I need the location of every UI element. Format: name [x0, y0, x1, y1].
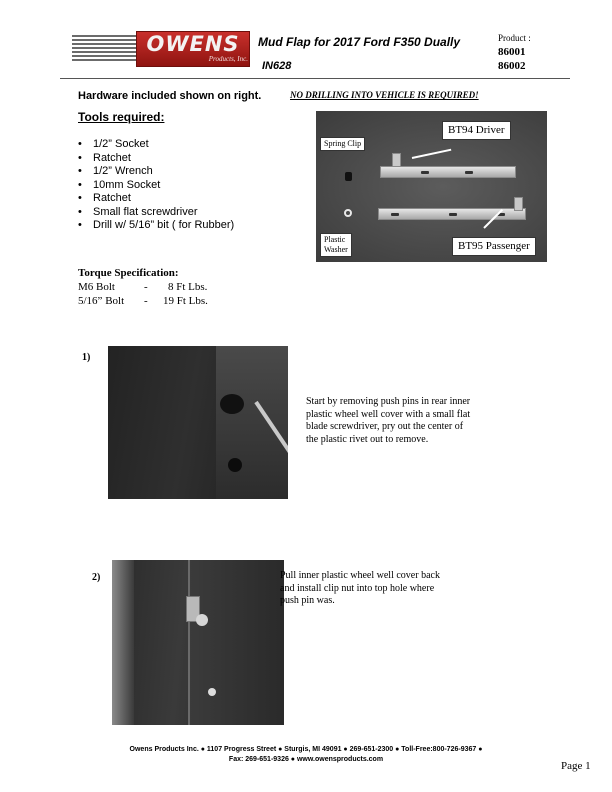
step-text-line: Start by removing push pins in rear inner [306, 396, 471, 407]
step-text-line: push pin was. [280, 595, 335, 606]
callout-text: BT95 Passenger [458, 240, 530, 252]
logo-subtext: Products, Inc. [208, 55, 248, 63]
list-item: • Small flat screwdriver [78, 206, 234, 220]
callout-text: BT94 Driver [448, 124, 505, 136]
tools-heading: Tools required: [78, 110, 165, 124]
driver-callout [442, 121, 511, 140]
footer-contact: Fax: 269-651-9326 ● www.owensproducts.com [228, 756, 384, 763]
torque-heading: Torque Specification: [78, 267, 179, 279]
bt94-bracket-tab [392, 153, 401, 167]
bt94-bracket [380, 166, 516, 178]
page-number: Page 1 [561, 760, 591, 772]
bt95-bracket-tab [514, 197, 523, 211]
owens-logo [72, 31, 250, 69]
step-text-line: plastic wheel well cover with a small flat [306, 408, 471, 420]
list-item: • Ratchet [78, 152, 234, 166]
bt95-bracket [378, 208, 526, 220]
instruction-code: IN628 [262, 60, 292, 72]
callout-text: Plastic [324, 235, 346, 244]
product-number: 86001 [498, 46, 526, 58]
step-1-text [306, 396, 470, 446]
product-number: 86002 [498, 60, 526, 72]
tools-list [78, 138, 234, 233]
document-title: Mud Flap for 2017 Ford F350 Dually [258, 35, 461, 49]
step-text-line: Pull inner plastic wheel well cover back [280, 570, 440, 581]
hardware-heading: Hardware included shown on right. [78, 90, 262, 102]
callout-text: Washer [324, 245, 348, 254]
step-text-line: blade screwdriver, pry out the center of [306, 421, 464, 432]
hardware-photo [316, 111, 547, 262]
list-item: • 1/2” Socket [78, 138, 234, 152]
torque-dash: - [144, 295, 148, 307]
plastic-washer-callout [320, 233, 352, 257]
torque-value: 19 Ft Lbs. [163, 295, 208, 307]
list-item: • 10mm Socket [78, 179, 234, 193]
spring-clip-part [345, 172, 352, 181]
step-text-line: the plastic rivet out to remove. [306, 433, 429, 445]
step-1-photo [108, 346, 288, 499]
logo-brand-text: OWENS [146, 32, 240, 56]
list-item: • 1/2” Wrench [78, 165, 234, 179]
callout-text: Spring Clip [324, 139, 362, 148]
torque-value: 8 Ft Lbs. [168, 281, 208, 293]
list-item: • Ratchet [78, 192, 234, 206]
torque-bolt: 5/16” Bolt [78, 295, 125, 307]
plastic-washer-part [344, 209, 352, 217]
driver-arrow [412, 149, 452, 159]
step-text-line: and install clip nut into top hole where [280, 582, 435, 594]
step-2-text [280, 570, 440, 608]
passenger-callout [452, 237, 536, 256]
spring-clip-callout [320, 137, 365, 151]
torque-bolt: M6 Bolt [78, 281, 115, 293]
torque-dash: - [144, 281, 148, 293]
product-label: Product : [498, 33, 531, 43]
no-drilling-notice: NO DRILLING INTO VEHICLE IS REQUIRED! [290, 90, 479, 100]
step-number: 1) [82, 352, 91, 363]
header-divider [60, 78, 570, 79]
step-number: 2) [92, 572, 101, 583]
footer-address: Owens Products Inc. ● 1107 Progress Street ● Sturgis, MI 49091 ● 269-651-2300 ● Toll-Free:800-726-9367 ● [129, 746, 483, 753]
list-item: • Drill w/ 5/16” bit ( for Rubber) [78, 219, 234, 233]
step-2-photo [112, 560, 284, 725]
